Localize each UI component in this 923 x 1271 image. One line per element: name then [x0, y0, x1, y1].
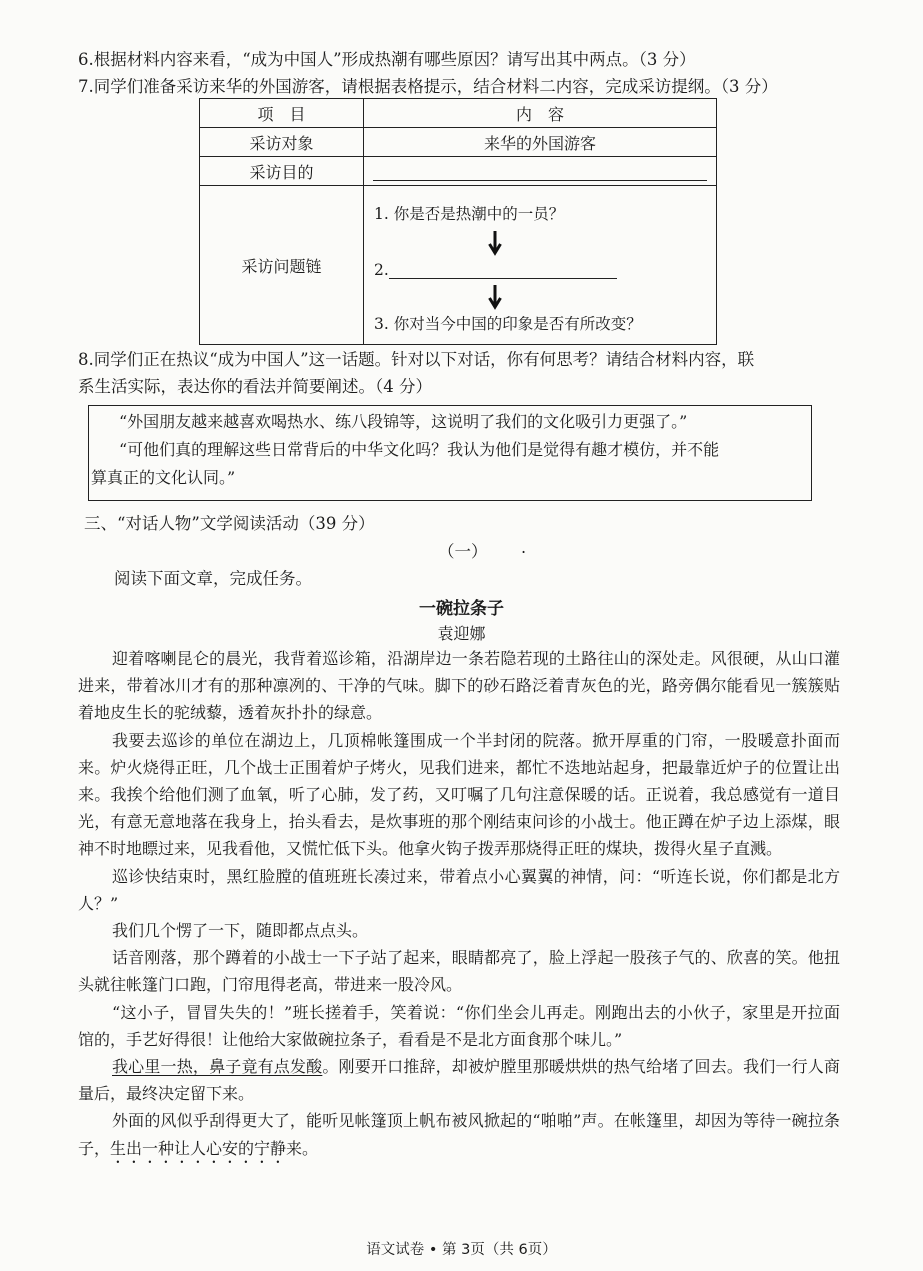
row-interviewee-value: 来华的外国游客	[364, 128, 717, 157]
paragraph-rest: 。刚要开口推辞，却被炉膛里那暖烘烘的热气给堵了回去。我们一行人商量后，最终决定留下来。	[78, 1057, 840, 1104]
question-6: 6.根据材料内容来看，“成为中国人”形成热潮有哪些原因？请写出其中两点。（3 分）	[78, 50, 696, 69]
underlined-sentence: 我心里一热，鼻子竟有点发酸	[112, 1057, 323, 1077]
article-title: 一碗拉条子	[419, 599, 504, 619]
article-author: 袁迎娜	[437, 624, 486, 643]
table-row	[200, 157, 717, 186]
arrow-down-icon	[488, 284, 502, 310]
question-7: 7.同学们准备采访来华的外国游客，请根据表格提示，结合材料二内容，完成采访提纲。（3 分）	[78, 77, 778, 96]
dialogue-line-2: “可他们真的理解这些日常背后的中华文化吗？我认为他们是觉得有趣才模仿，并不能	[119, 440, 720, 459]
answer-blank	[389, 258, 617, 279]
row-purpose-answer	[364, 157, 717, 186]
paragraph: 迎着喀喇昆仑的晨光，我背着巡诊箱，沿湖岸边一条若隐若现的土路往山的深处走。风很硬，从山口灌进来，带着冰川才有的那种凛冽的、干净的气味。脚下的砂石路泛着青灰色的光，路旁偶尔能看见一簇簇贴着地皮生长的驼绒藜，透着灰扑扑的绿意。	[78, 649, 840, 723]
chain-question-3: 3. 你对当今中国的印象是否有所改变？	[374, 315, 642, 333]
paragraph-start: 外面的风似乎刮得更大了，能听见帐篷顶上帆布被风掀起的“啪啪”声。在帐篷里，却因为等待一碗拉条子，	[78, 1111, 840, 1158]
table-row	[200, 128, 717, 157]
stray-mark: .	[521, 538, 527, 557]
row-purpose-label: 采访目的	[200, 157, 364, 186]
row-question-chain-label: 采访问题链	[200, 186, 364, 345]
reading-instruction: 阅读下面文章，完成任务。	[114, 569, 312, 588]
chain-question-2	[374, 258, 617, 279]
paragraph	[78, 1107, 840, 1166]
dialogue-line-3: 算真正的文化认同。”	[91, 468, 236, 487]
table-header-row	[200, 99, 717, 128]
article-body	[78, 645, 840, 1167]
dialogue-line-1: “外国朋友越来越喜欢喝热水、练八段锦等，这说明了我们的文化吸引力更强了。”	[119, 412, 688, 431]
question-8-line-1: 8.同学们正在热议“成为中国人”这一话题。针对以下对话，你有何思考？请结合材料内容，联	[78, 350, 755, 369]
paragraph: 我要去巡诊的单位在湖边上，几顶棉帐篷围成一个半封闭的院落。掀开厚重的门帘，一股暖意扑面而来。炉火烧得正旺，几个战士正围着炉子烤火，见我们进来，都忙不迭地站起身，把最靠近炉子的位置让出来。我挨个给他们测了血氧，听了心肺，发了药，又叮嘱了几句注意保暖的话。正说着，我总感觉有一道目光，有意无意地落在我身上，抬头看去，是炊事班的那个刚结束问诊的小战士。他正蹲在炉子边上添煤，眼神不时地瞟过来，见我看他，又慌忙低下头。他拿火钩子拨弄那烧得正旺的煤块，拨得火星子直溅。	[78, 730, 840, 859]
page-footer: 语文试卷 • 第 3页（共 6页）	[366, 1242, 557, 1258]
answer-blank	[373, 162, 707, 181]
paragraph	[78, 1053, 840, 1107]
paragraph-end: 来。	[286, 1138, 319, 1158]
dialogue-box	[88, 405, 812, 501]
table-row	[200, 186, 717, 345]
row-question-chain-content	[364, 186, 717, 345]
paragraph: “这小子，冒冒失失的！”班长搓着手，笑着说：“你们坐会儿再走。刚跑出去的小伙子，家里是开拉面馆的，手艺好得很！让他给大家做碗拉条子，看看是不是北方面食那个味儿。”	[78, 1002, 840, 1049]
header-content-cell: 内 容	[364, 99, 717, 128]
dotted-phrase: 生出一种让人心安的宁静	[110, 1138, 287, 1158]
interview-table	[199, 98, 717, 345]
paragraph: 巡诊快结束时，黑红脸膛的值班班长凑过来，带着点小心翼翼的神情，问：“听连长说，你们都是北方人？”	[78, 866, 840, 913]
paragraph: 话音刚落，那个蹲着的小战士一下子站了起来，眼睛都亮了，脸上浮起一股孩子气的、欣喜的笑。他扭头就往帐篷门口跑，门帘甩得老高，带进来一股冷风。	[78, 948, 840, 995]
question-8-line-2: 系生活实际，表达你的看法并简要阐述。（4 分）	[78, 377, 432, 396]
arrow-down-icon	[488, 230, 502, 256]
header-item-cell: 项 目	[200, 99, 364, 128]
chain-question-2-number: 2.	[374, 261, 389, 279]
section-heading: 三、“对话人物”文学阅读活动（39 分）	[84, 514, 375, 533]
paragraph: 我们几个愣了一下，随即都点点头。	[112, 921, 369, 941]
row-interviewee-label: 采访对象	[200, 128, 364, 157]
chain-question-1: 1. 你是否是热潮中的一员？	[374, 205, 565, 223]
part-heading: （一）	[438, 542, 488, 561]
